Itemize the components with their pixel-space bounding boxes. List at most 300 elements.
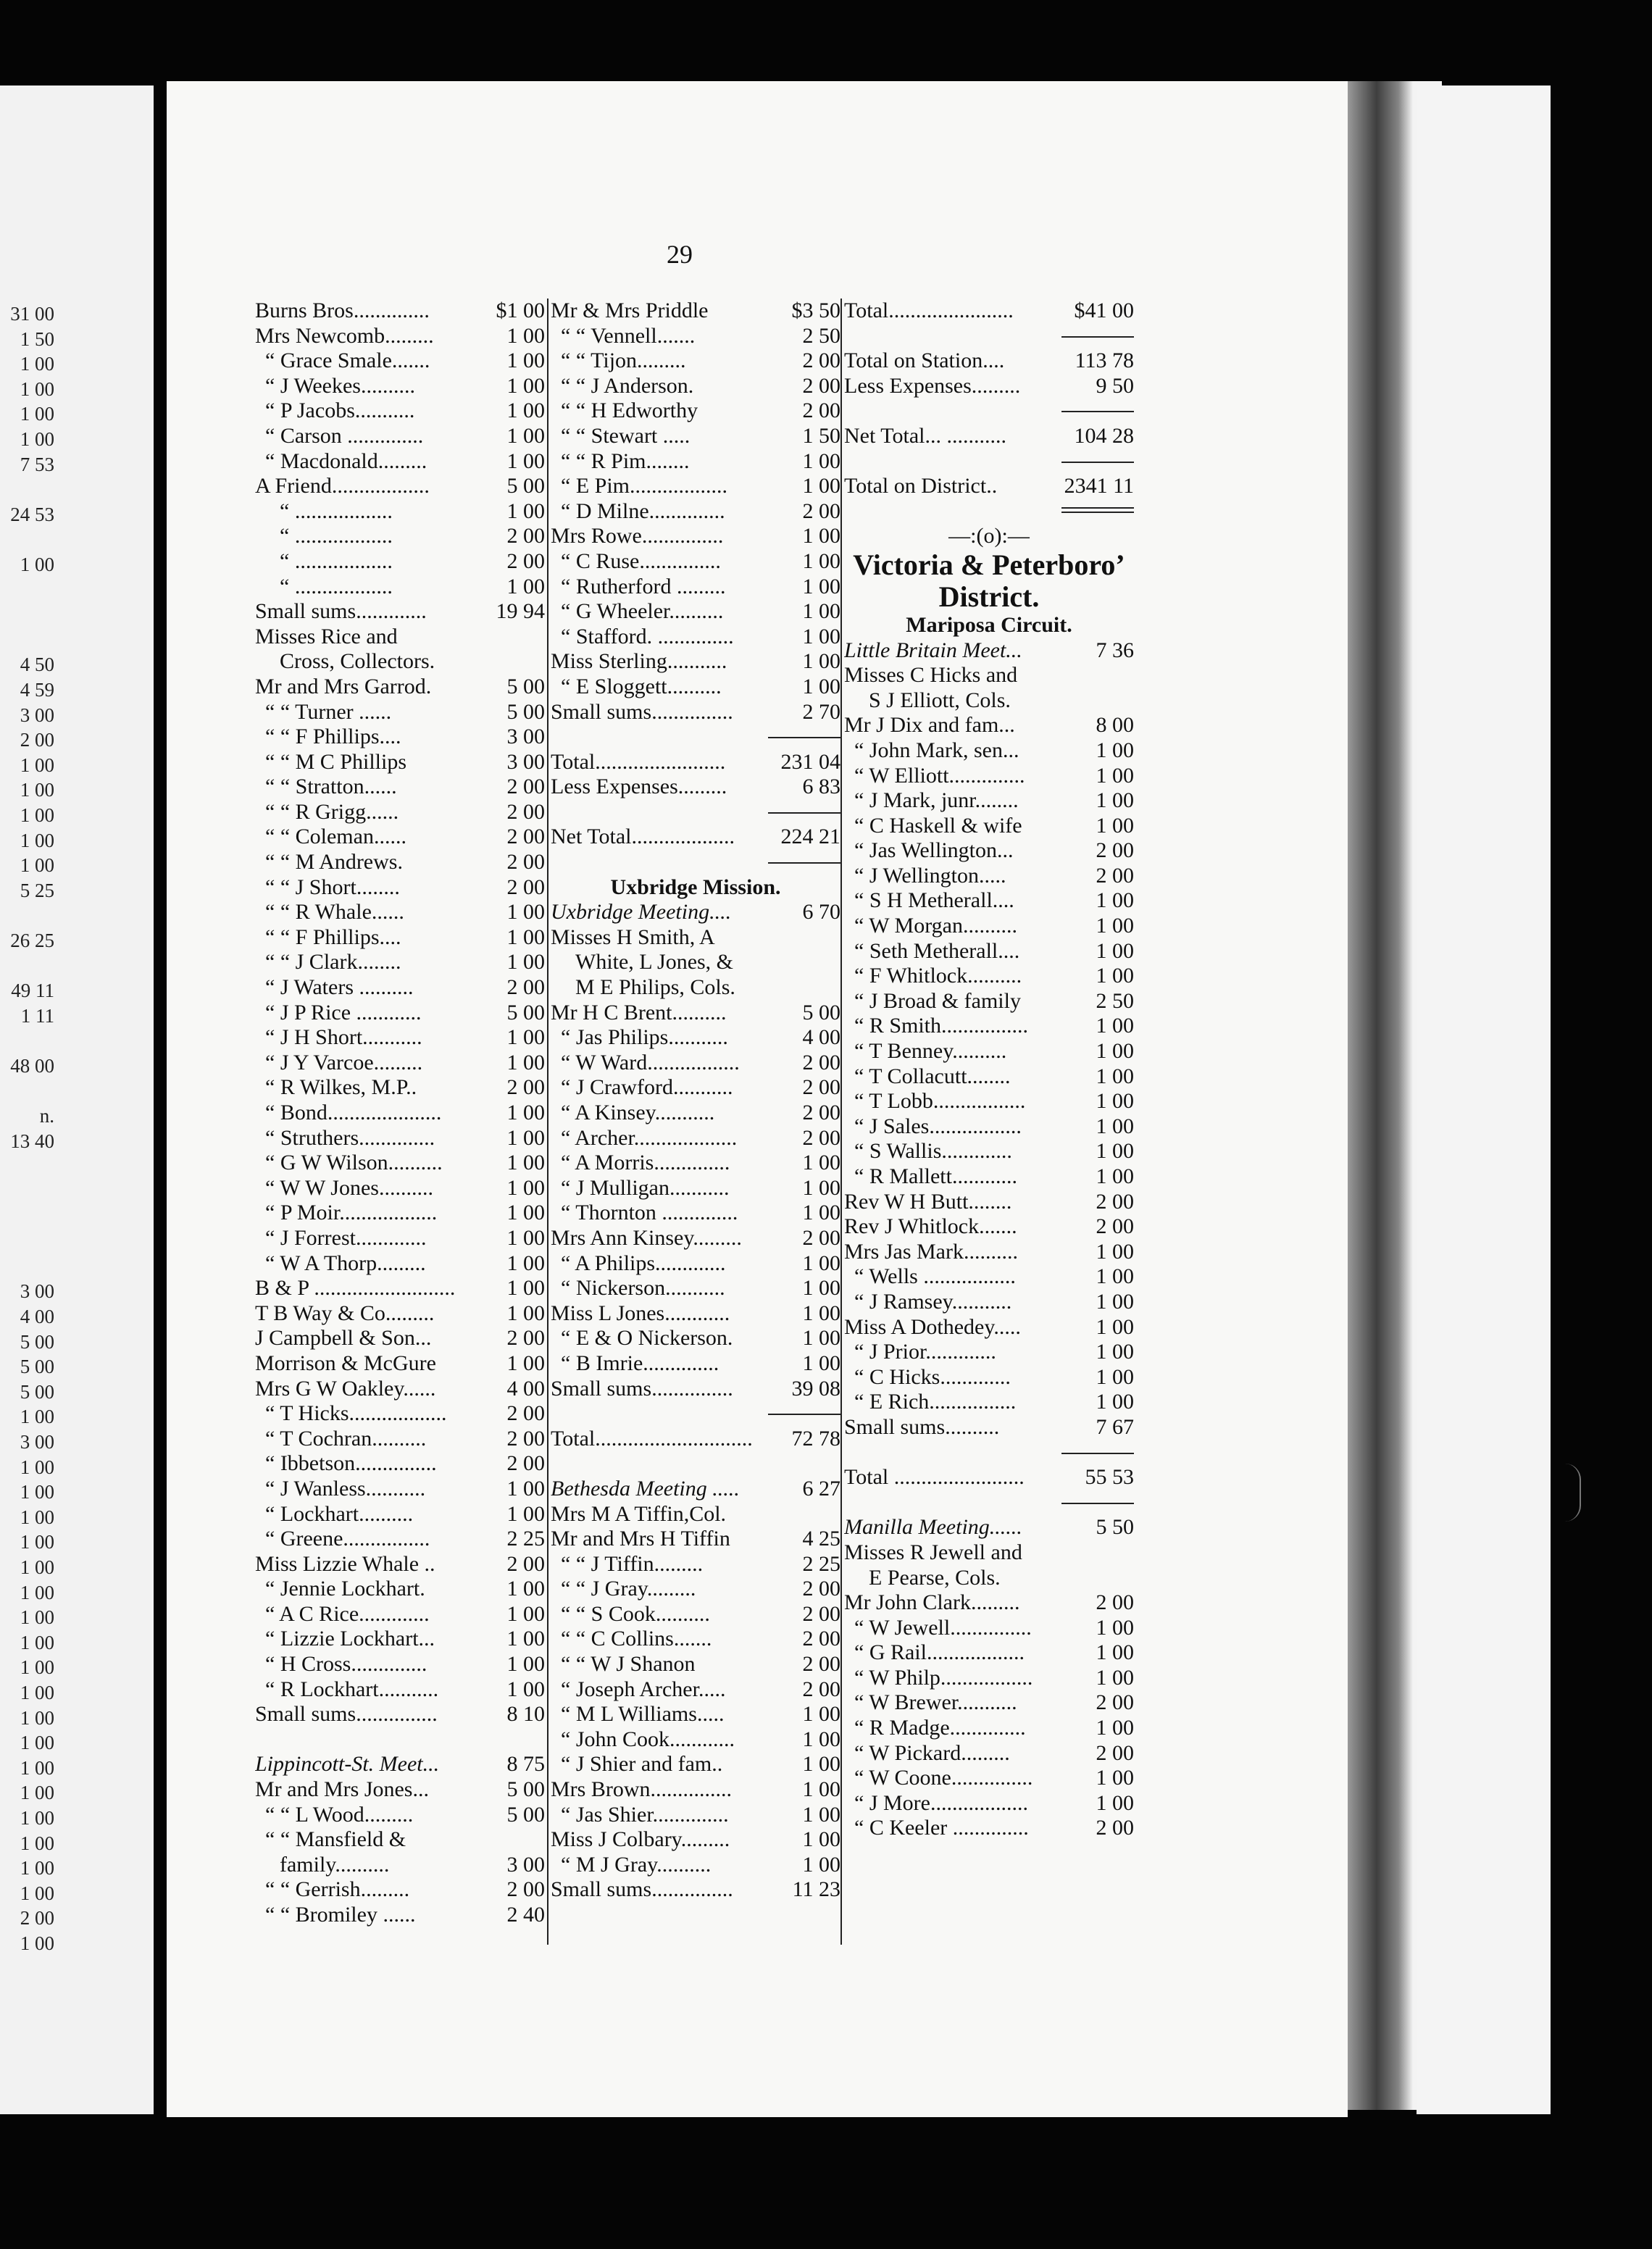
entry-amount: 1 00	[506, 1101, 545, 1124]
entry-amount: 2 00	[802, 1050, 840, 1075]
entry-amount: 1 00	[1096, 1665, 1134, 1690]
ledger-entry	[551, 449, 840, 475]
entry-amount: 2 00	[506, 825, 545, 849]
entry-amount: 2 00	[1096, 1189, 1134, 1214]
entry-amount: 1 00	[802, 624, 840, 648]
entry-amount: 1 00	[1096, 1039, 1134, 1064]
entry-name: family..........	[280, 1852, 390, 1877]
ledger-entry	[551, 1602, 840, 1627]
entry-amount: 1 00	[506, 423, 545, 448]
entry-amount: 2 00	[506, 875, 545, 899]
left-page-fragment: 48 00	[10, 1055, 54, 1077]
ledger-entry	[844, 1214, 1134, 1240]
entry-name: Small sums...............	[551, 1376, 733, 1401]
entry-name: Miss Sterling...........	[551, 649, 727, 674]
entry-name: “ “ M Andrews.	[265, 850, 403, 875]
entry-amount: 8 75	[506, 1752, 545, 1777]
ledger-entry	[255, 1126, 545, 1151]
left-page-fragment: 4 00	[20, 1306, 54, 1327]
ledger-entry	[551, 775, 840, 800]
entry-name: “ Macdonald.........	[265, 448, 427, 473]
total-rule	[844, 324, 1134, 349]
entry-name: Net Total... ...........	[844, 423, 1006, 448]
district-title	[844, 549, 1134, 581]
entry-name: “ A Morris..............	[561, 1151, 730, 1175]
ledger-entry	[551, 1527, 840, 1552]
entry-name: Total ........................	[844, 1465, 1025, 1490]
entry-name: “ “ Tijon.........	[561, 349, 686, 373]
ledger-entry	[255, 1351, 545, 1377]
ledger-entry	[551, 349, 840, 374]
entry-amount: 2 00	[802, 1101, 840, 1124]
entry-amount: 113 78	[1075, 349, 1134, 373]
ledger-entry	[255, 875, 545, 901]
ledger-entry	[844, 1139, 1134, 1164]
entry-name: Little Britain Meet...	[844, 638, 1022, 662]
ledger-entry	[255, 1427, 545, 1452]
ledger-entry	[255, 1301, 545, 1327]
ledger-entry	[844, 474, 1134, 499]
entry-name: S J Elliott, Cols.	[869, 688, 1011, 712]
entry-amount: 1 00	[802, 1827, 840, 1852]
ledger-entry	[551, 1627, 840, 1652]
entry-name: “ W W Jones..........	[265, 1175, 433, 1200]
ledger-entry	[844, 1741, 1134, 1766]
entry-name: “ T Hicks..................	[265, 1401, 447, 1426]
entry-amount: 1 00	[506, 950, 545, 975]
entry-name: Misses H Smith, A	[551, 925, 715, 949]
entry-name: “ W Morgan..........	[854, 914, 1017, 938]
total-rule	[844, 1490, 1134, 1516]
left-page-fragment: 5 25	[20, 879, 54, 901]
ledger-entry	[551, 1502, 840, 1527]
left-page-fragment: 1 00	[20, 353, 54, 375]
ledger-entry	[844, 663, 1134, 688]
page-number: 29	[667, 240, 693, 269]
ledger-entry	[255, 725, 545, 750]
entry-amount: 1 00	[506, 1351, 545, 1375]
entry-name: “ Seth Metherall....	[854, 938, 1020, 963]
entry-name: “ J Shier and fam..	[561, 1752, 723, 1777]
entry-amount: 9 50	[1096, 373, 1134, 398]
entry-amount	[838, 975, 840, 1001]
ledger-entry	[551, 1226, 840, 1251]
entry-amount: 2 00	[506, 1426, 545, 1451]
ledger-entry	[551, 1201, 840, 1226]
entry-amount: 1 00	[802, 1326, 840, 1351]
entry-name: “ P Jacobs...........	[265, 399, 415, 423]
entry-name: “ J Broad & family	[854, 988, 1021, 1013]
ledger-entry	[551, 374, 840, 399]
ledger-entry	[844, 864, 1134, 889]
ledger-entry	[255, 1552, 545, 1577]
entry-name: Total.............................	[551, 1426, 753, 1451]
entry-name: Miss A Dothedey.....	[844, 1314, 1021, 1339]
left-page-fragment: n.	[39, 1105, 54, 1127]
entry-name: “ J Wellington.....	[854, 863, 1006, 888]
left-page-fragment: 24 53	[10, 503, 54, 525]
ledger-entry	[255, 524, 545, 549]
entry-name: “ P Moir..................	[265, 1201, 438, 1225]
entry-name: “ J Mulligan...........	[561, 1175, 730, 1200]
entry-name: “ J Wanless...........	[265, 1476, 426, 1501]
ledger-entry	[255, 575, 545, 600]
total-rule	[551, 1401, 840, 1427]
entry-name: Mr & Mrs Priddle	[551, 299, 709, 322]
entry-name: “ Lizzie Lockhart...	[265, 1627, 435, 1651]
ledger-entry	[255, 1377, 545, 1402]
entry-amount: 2 00	[506, 775, 545, 799]
entry-name: “ M J Gray..........	[561, 1852, 712, 1877]
ledger-entry	[255, 700, 545, 725]
entry-amount: 1 00	[1096, 788, 1134, 813]
entry-name: Rev W H Butt........	[844, 1189, 1012, 1214]
ledger-entry	[255, 1602, 545, 1627]
section-ornament	[844, 524, 1134, 549]
entry-amount: 1 00	[506, 1225, 545, 1250]
ledger-entry	[844, 688, 1134, 714]
entry-amount: 1 00	[802, 1852, 840, 1877]
entry-name: “ “ J Gray.........	[561, 1577, 696, 1601]
entry-name: “ Carson ..............	[265, 423, 424, 448]
entry-amount: 1 00	[506, 323, 545, 348]
entry-name: Less Expenses.........	[844, 373, 1021, 398]
entry-name: “ “ R Grigg......	[265, 799, 399, 824]
entry-name: “ E Pim..................	[561, 474, 727, 498]
ledger-entry	[551, 524, 840, 549]
ledger-entry	[844, 1791, 1134, 1816]
entry-amount: 1 00	[1096, 964, 1134, 988]
entry-name: “ A Kinsey...........	[561, 1101, 715, 1124]
entry-name: J Campbell & Son...	[255, 1326, 432, 1351]
ledger-entry	[844, 1365, 1134, 1390]
ledger-entry	[844, 1716, 1134, 1741]
ledger-entry	[551, 1176, 840, 1201]
entry-amount: 7 36	[1096, 638, 1134, 662]
entry-name: “ W Pickard.........	[854, 1740, 1010, 1765]
ledger-entry	[255, 775, 545, 800]
entry-name: White, L Jones, &	[575, 950, 734, 975]
entry-amount: 1 00	[506, 498, 545, 523]
entry-name: “ Lockhart..........	[265, 1501, 414, 1526]
ledger-entry	[255, 1001, 545, 1026]
column-divider	[547, 299, 548, 1945]
entry-amount: 2 50	[1096, 988, 1134, 1013]
ledger-entry	[255, 1627, 545, 1652]
entry-name: “ M L Williams.....	[561, 1702, 725, 1727]
entry-amount: $3 50	[791, 299, 840, 322]
entry-name: “ S Wallis.............	[854, 1139, 1012, 1164]
ledger-entry	[844, 838, 1134, 864]
ledger-entry	[255, 1777, 545, 1803]
entry-amount: 1 00	[1096, 888, 1134, 913]
ledger-entry	[255, 800, 545, 825]
entry-name: Mrs Rowe...............	[551, 524, 724, 548]
entry-amount: $41 00	[1074, 299, 1134, 322]
entry-name: “ “ C Collins.......	[561, 1627, 712, 1651]
entry-name: “ R Smith................	[854, 1014, 1029, 1038]
ledger-entry	[255, 1326, 545, 1351]
entry-amount: 2 00	[506, 548, 545, 573]
entry-amount: 1 00	[802, 1201, 840, 1225]
entry-amount: 2 00	[1096, 838, 1134, 863]
ledger-entry	[844, 1415, 1134, 1440]
ledger-entry	[255, 825, 545, 850]
ledger-entry	[844, 788, 1134, 814]
ledger-entry	[551, 1702, 840, 1727]
ledger-entry	[844, 1315, 1134, 1340]
ledger-entry	[255, 1451, 545, 1477]
entry-name: “ W Coone...............	[854, 1766, 1033, 1790]
entry-name: “ T Lobb.................	[854, 1089, 1026, 1114]
entry-name: “ W Brewer...........	[854, 1690, 1017, 1715]
left-page-fragment: 1 00	[20, 1456, 54, 1478]
ledger-entry	[255, 599, 545, 625]
entry-name: “ W A Thorp.........	[265, 1251, 426, 1275]
entry-amount: 1 00	[506, 574, 545, 598]
entry-name: “ W Philp.................	[854, 1665, 1033, 1690]
left-page-fragment: 7 53	[20, 453, 54, 475]
entry-name: “ J Mark, junr........	[854, 788, 1019, 813]
ledger-entry	[255, 925, 545, 951]
entry-amount: 2 00	[1096, 1740, 1134, 1765]
left-page-fragment: 4 59	[20, 679, 54, 701]
entry-amount: 2 00	[506, 799, 545, 824]
entry-amount: 2 00	[802, 1601, 840, 1626]
left-page-fragment: 1 00	[20, 1932, 54, 1954]
entry-amount: 1 00	[802, 1351, 840, 1375]
ledger-entry	[844, 1390, 1134, 1415]
entry-name: “ J Waters ..........	[265, 975, 414, 1000]
ledger-entry	[551, 324, 840, 349]
ledger-entry	[551, 1001, 840, 1026]
entry-name: Mariposa Circuit.	[906, 612, 1072, 637]
entry-name: “ Jas Shier..............	[561, 1802, 729, 1827]
entry-name: Burns Bros..............	[255, 299, 430, 322]
right-background-strip	[1417, 85, 1551, 2114]
entry-amount: 1 00	[1096, 813, 1134, 838]
entry-name: “ D Milne..............	[561, 498, 725, 523]
entry-amount	[1131, 1566, 1134, 1591]
column-2	[551, 299, 840, 1903]
entry-name: Misses C Hicks and	[844, 663, 1018, 688]
ledger-entry	[255, 675, 545, 700]
ledger-entry	[255, 1176, 545, 1201]
entry-amount: 3 00	[506, 1852, 545, 1877]
entry-name: Mr H C Brent..........	[551, 1000, 727, 1025]
entry-name: “ S H Metherall....	[854, 888, 1014, 913]
left-page-fragment: 1 00	[20, 754, 54, 776]
ledger-entry	[844, 1190, 1134, 1215]
ledger-entry	[844, 299, 1134, 324]
entry-name: Mrs M A Tiffin,Col.	[551, 1501, 727, 1526]
ledger-entry	[255, 1903, 545, 1928]
left-page-fragment: 1 00	[20, 1732, 54, 1754]
entry-name: “ Rutherford .........	[561, 574, 726, 598]
entry-name: “ J P Rice ............	[265, 1000, 422, 1025]
entry-name: “ “ J Clark........	[265, 950, 401, 975]
entry-name: “ Wells .................	[854, 1264, 1016, 1289]
ledger-entry	[551, 825, 840, 850]
entry-amount: 1 00	[506, 1251, 545, 1275]
entry-amount: 2 00	[1096, 1214, 1134, 1239]
entry-amount: 1 00	[1096, 1640, 1134, 1665]
ledger-entry	[551, 549, 840, 575]
ledger-entry	[255, 449, 545, 475]
entry-name: Uxbridge Meeting....	[551, 900, 732, 925]
left-page-fragment: 1 00	[20, 829, 54, 851]
entry-amount: 1 00	[802, 1702, 840, 1727]
ledger-entry	[255, 1101, 545, 1126]
entry-name: “ R Lockhart...........	[265, 1677, 439, 1701]
ledger-entry	[255, 424, 545, 449]
left-page-fragment: 1 00	[20, 1782, 54, 1804]
entry-name: “ J Weekes..........	[265, 373, 415, 398]
left-page-fragment: 1 00	[20, 1857, 54, 1879]
ledger-entry	[255, 750, 545, 775]
entry-name: “ “ W J Shanon	[561, 1652, 696, 1677]
entry-amount: 1 00	[802, 1251, 840, 1275]
entry-amount: 3 00	[506, 749, 545, 774]
entry-name: “ John Mark, sen...	[854, 738, 1019, 762]
entry-name: “ J Prior.............	[854, 1340, 996, 1364]
entry-amount: 1 00	[1096, 914, 1134, 938]
entry-amount	[542, 649, 545, 675]
ledger-entry	[255, 1827, 545, 1853]
left-page-fragment: 13 40	[10, 1130, 54, 1152]
entry-amount: 2 00	[506, 1326, 545, 1351]
entry-name: Victoria & Peterboro’	[853, 548, 1125, 581]
entry-amount: 4 00	[802, 1025, 840, 1050]
entry-name: Total on District..	[844, 474, 998, 498]
ledger-entry	[844, 939, 1134, 964]
entry-amount	[542, 625, 545, 650]
entry-name: “ “ Stewart .....	[561, 423, 691, 448]
entry-name: “ Thornton ..............	[561, 1201, 738, 1225]
left-page-fragment: 26 25	[10, 930, 54, 951]
left-page-fragment: 5 00	[20, 1380, 54, 1403]
total-rule	[551, 800, 840, 825]
ledger-entry	[551, 1727, 840, 1753]
total-rule	[551, 850, 840, 875]
ledger-entry	[844, 1264, 1134, 1290]
entry-name: “ “ Gerrish.........	[265, 1877, 410, 1902]
entry-amount: 1 00	[506, 1050, 545, 1075]
ledger-entry	[844, 1816, 1134, 1841]
left-page-fragment: 1 00	[20, 377, 54, 400]
entry-name: “ “ Mansfield &	[265, 1827, 406, 1852]
ledger-entry	[844, 1690, 1134, 1716]
entry-name: T B Way & Co.........	[255, 1301, 435, 1325]
entry-name: Mr J Dix and fam...	[844, 713, 1015, 738]
entry-amount: 1 00	[1096, 763, 1134, 788]
ledger-entry	[551, 1827, 840, 1853]
total-rule	[551, 725, 840, 750]
entry-amount: 1 00	[1096, 1390, 1134, 1414]
entry-name: “ Stafford. ..............	[561, 624, 734, 648]
left-page-fragment: 1 00	[20, 1581, 54, 1603]
ledger-entry	[551, 1677, 840, 1703]
entry-name: “ E Rich................	[854, 1390, 1017, 1414]
entry-name: “ F Whitlock..........	[854, 964, 1022, 988]
ledger-entry	[844, 349, 1134, 374]
entry-name: Mrs G W Oakley......	[255, 1376, 436, 1401]
ledger-entry	[844, 1566, 1134, 1591]
entry-amount: 1 00	[1096, 1064, 1134, 1088]
entry-amount: 1 00	[1096, 1364, 1134, 1389]
entry-name: Misses R Jewell and	[844, 1540, 1022, 1564]
entry-amount: 19 94	[496, 599, 545, 624]
entry-name: “ John Cook............	[561, 1727, 735, 1751]
ledger-entry	[255, 850, 545, 875]
entry-name: “ J Forrest.............	[265, 1225, 427, 1250]
entry-name: M E Philips, Cols.	[575, 975, 735, 1000]
ledger-entry	[255, 950, 545, 975]
ledger-entry	[844, 638, 1134, 664]
ledger-entry	[551, 975, 840, 1001]
entry-amount: 2341 11	[1064, 474, 1134, 498]
ledger-entry	[255, 1803, 545, 1828]
entry-name: “ “ S Cook..........	[561, 1601, 710, 1626]
entry-amount: 1 00	[506, 1627, 545, 1651]
entry-name: Uxbridge Mission.	[610, 875, 781, 899]
ledger-entry	[551, 1877, 840, 1903]
ledger-entry	[255, 374, 545, 399]
ledger-entry	[844, 1666, 1134, 1691]
ledger-entry	[844, 1540, 1134, 1566]
left-page-fragment: 2 00	[20, 1907, 54, 1929]
entry-name: “ “ F Phillips....	[265, 725, 401, 749]
entry-amount: 1 00	[1096, 1615, 1134, 1640]
entry-amount: 1 00	[802, 524, 840, 548]
ledger-entry	[255, 1702, 545, 1727]
entry-amount: 2 00	[1096, 863, 1134, 888]
entry-amount: 1 50	[802, 423, 840, 448]
ledger-entry	[844, 888, 1134, 914]
entry-name: “ C Haskell & wife	[854, 813, 1022, 838]
left-page-fragment: 1 00	[20, 1481, 54, 1503]
entry-name: “ R Wilkes, M.P..	[265, 1075, 417, 1100]
entry-amount: 6 70	[802, 900, 840, 925]
entry-amount: 1 00	[802, 1777, 840, 1802]
column-divider	[840, 299, 842, 1945]
section-heading	[844, 613, 1134, 638]
ledger-entry	[844, 964, 1134, 989]
ledger-entry	[844, 1164, 1134, 1190]
entry-amount: 1 00	[506, 1601, 545, 1626]
entry-name: Small sums...............	[551, 1877, 733, 1902]
left-page-fragment: 1 11	[20, 1004, 54, 1027]
column-1	[255, 299, 545, 1928]
entry-name: Misses Rice and	[255, 624, 398, 648]
entry-amount: 1 00	[1096, 1289, 1134, 1314]
left-page-fragment: 1 00	[20, 1807, 54, 1829]
entry-amount: 6 27	[802, 1476, 840, 1501]
ledger-entry	[255, 499, 545, 525]
entry-amount: 5 50	[1096, 1515, 1134, 1540]
entry-amount: 1 00	[802, 1752, 840, 1777]
total-rule	[844, 499, 1134, 525]
left-page-fragment: 1 00	[20, 554, 54, 575]
blank-line	[551, 1451, 840, 1477]
entry-amount: 1 00	[1096, 938, 1134, 963]
ledger-entry	[255, 1251, 545, 1277]
entry-amount	[838, 925, 840, 951]
entry-name: “ “ J Tiffin.........	[561, 1551, 704, 1576]
ledger-entry	[844, 1240, 1134, 1265]
entry-amount: 5 00	[506, 474, 545, 498]
entry-name: “ A Philips.............	[561, 1251, 726, 1275]
